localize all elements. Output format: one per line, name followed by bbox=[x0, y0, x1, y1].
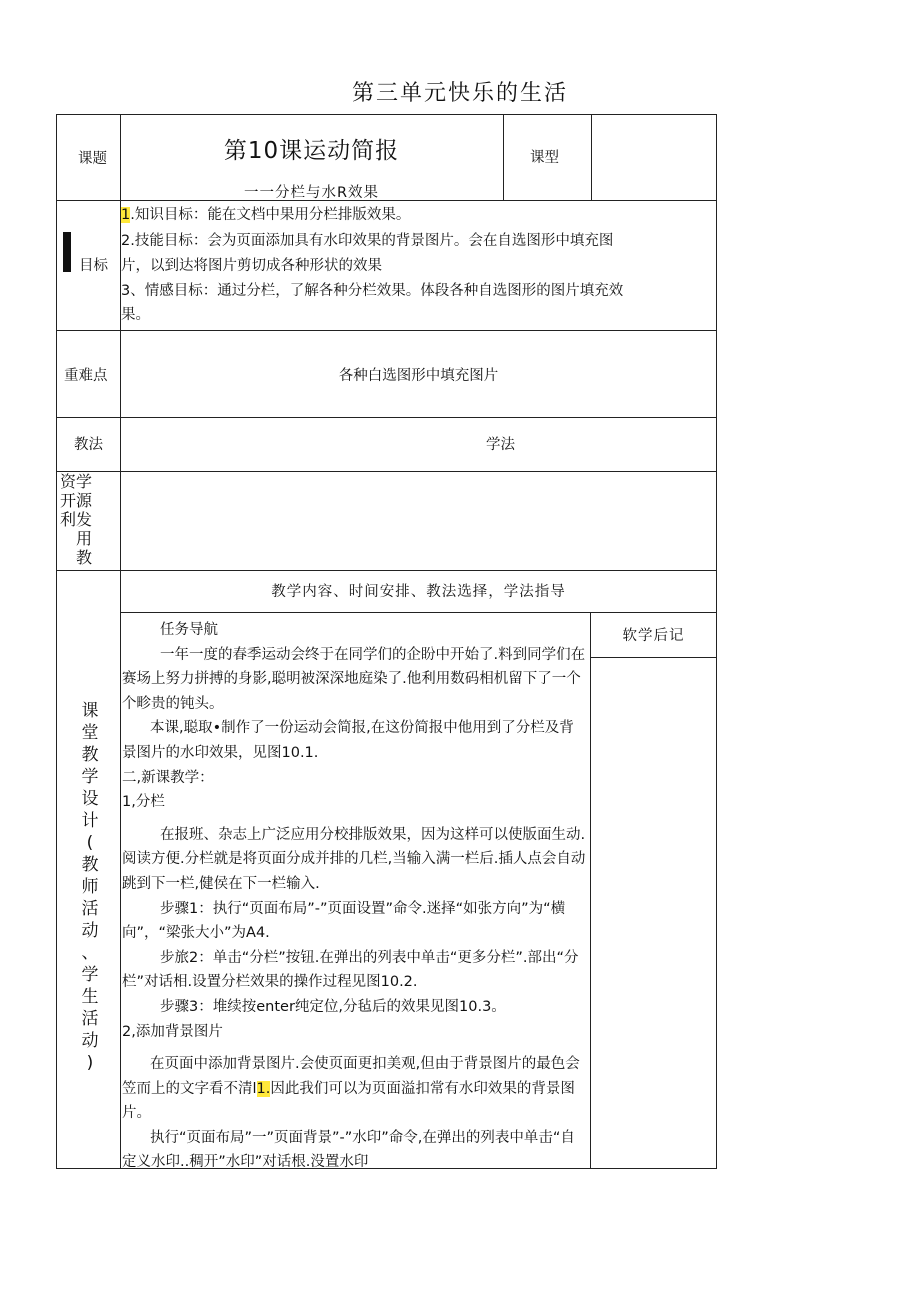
design-label-char: 学 bbox=[81, 965, 99, 985]
resources-label-2: 开源 bbox=[60, 491, 93, 510]
row-divider-4 bbox=[56, 471, 717, 472]
difficulty-value: 各种白选图形中填充图片 bbox=[338, 368, 499, 384]
design-label-char: 生 bbox=[81, 987, 99, 1007]
design-label-char: 动 bbox=[81, 921, 99, 941]
row-divider-2 bbox=[56, 330, 717, 331]
paragraph: 2,添加背景图片 bbox=[122, 1023, 223, 1040]
design-label-char: 师 bbox=[81, 877, 99, 897]
design-label-char: 学 bbox=[81, 767, 99, 787]
table-border-right bbox=[716, 114, 717, 1169]
design-label-char: 活 bbox=[81, 1009, 99, 1029]
goal-line-2: 2.技能目标：会为页面添加具有水印效果的背景图片。会在自选图形中填充图 bbox=[121, 233, 614, 249]
paragraph: 一年一度的春季运动会终于在同学们的企盼中开始了.料到同学们在赛场上努力拼搏的身影,聪明被深深地庭染了.他利用数码相机留下了一个个畛贵的钝头。 bbox=[122, 646, 586, 712]
learn-method-label: 学法 bbox=[486, 437, 515, 453]
design-label-char: ( bbox=[86, 833, 94, 853]
goal-line-1 bbox=[121, 205, 410, 225]
paragraph: 在报班、杂志上广泛应用分校排版效果，因为这样可以使版面生动.阅读方便.分栏就是将页面分成并排的几栏,当输入满一栏后.插人点会自动跳到下一栏,健侯在下一栏输入. bbox=[122, 826, 586, 892]
row-divider-3 bbox=[56, 417, 717, 418]
row-divider-5 bbox=[56, 570, 717, 571]
lesson-subtitle: 一一分栏与水R效果 bbox=[243, 185, 380, 201]
goals-label: 目标 bbox=[79, 258, 108, 274]
notes-header: 软学后记 bbox=[622, 628, 685, 644]
teach-method-label: 教法 bbox=[74, 437, 103, 453]
goal-line-3: 片，以到达将图片剪切成各种形状的效果 bbox=[121, 258, 382, 274]
label-kexing: 课型 bbox=[530, 150, 559, 166]
table-border-top bbox=[56, 114, 717, 115]
label-keti: 课题 bbox=[78, 151, 107, 167]
design-label bbox=[62, 700, 118, 1074]
paragraph: 任务导航 bbox=[160, 622, 218, 638]
header-divider-a bbox=[503, 114, 504, 201]
design-header-divider bbox=[120, 612, 717, 613]
goal-marker: 1 bbox=[121, 207, 131, 223]
design-label-char: 计 bbox=[81, 811, 99, 831]
resources-label-1: 资学 bbox=[60, 472, 93, 491]
difficulty-label: 重难点 bbox=[64, 368, 108, 384]
goal-line-5: 果。 bbox=[121, 307, 150, 323]
paragraph bbox=[122, 1052, 588, 1126]
paragraph-text: 因此我们可以为页面溢扣常有水印效果的背景图片。 bbox=[122, 1080, 575, 1122]
big-i-glyph bbox=[63, 232, 71, 272]
figure-marker: 1. bbox=[256, 1080, 271, 1097]
paragraph: 二,新课教学： bbox=[122, 769, 214, 786]
paragraph: 步骤1：执行“页面布局”-”页面设置”命令.迷择“如张方向”为“横向”，“梁张大小”为A4. bbox=[122, 900, 566, 942]
design-label-char: 设 bbox=[81, 789, 99, 809]
notes-column-divider bbox=[590, 612, 591, 1169]
resources-label-3: 利发 bbox=[60, 510, 93, 529]
design-label-char: 活 bbox=[81, 899, 99, 919]
paragraph: 步旅2：单击“分栏”按钮.在弹出的列表中单击“更多分栏”.部出“分栏”对话相.设置分栏效果的操作过程见图10.2. bbox=[122, 949, 579, 991]
paragraph: 1,分栏 bbox=[122, 794, 165, 811]
paragraph: 本课,聪取•制作了一份运动会简报,在这份简报中他用到了分栏及背景图片的水印效果，见图10.1. bbox=[122, 720, 574, 761]
design-label-char: ) bbox=[86, 1053, 94, 1073]
design-label-char: 、 bbox=[81, 943, 99, 963]
lesson-body bbox=[122, 618, 588, 1175]
design-label-char: 教 bbox=[81, 855, 99, 875]
paragraph-text: 在页面中添加背景图片.会使页面更扣美观,但由于背景图片的最色会笠而上的文字看不清l bbox=[122, 1056, 580, 1097]
design-label-char: 堂 bbox=[81, 723, 99, 743]
paragraph: 执行“页面布局”一”页面背景”-”水印”命令,在弹出的列表中单击“自定义水印..稠开”水印”对话根.没置水印 bbox=[122, 1129, 575, 1171]
paragraph: 步骤3：堆续按enter纯定位,分毡后的效果见图10.3。 bbox=[160, 998, 506, 1015]
resources-label-4: 用 bbox=[76, 529, 93, 548]
table-border-left bbox=[56, 114, 57, 1169]
goal-text-1: .知识目标：能在文档中果用分栏排版效果。 bbox=[130, 207, 411, 223]
design-header: 教学内容、时间安排、教法选择，学法指导 bbox=[271, 584, 566, 600]
resources-label-5: 教 bbox=[76, 548, 93, 567]
design-label-char: 教 bbox=[81, 745, 99, 765]
header-divider-b bbox=[591, 114, 592, 201]
design-label-char: 动 bbox=[81, 1031, 99, 1051]
design-label-char: 课 bbox=[81, 701, 99, 721]
notes-header-divider bbox=[590, 657, 717, 658]
goal-line-4: 3、情感目标：通过分栏，了解各种分栏效果。体段各种自选图形的图片填充效 bbox=[121, 283, 624, 299]
lesson-title: 第10课运动简报 bbox=[223, 138, 400, 164]
page-title: 第三单元快乐的生活 bbox=[351, 81, 568, 106]
